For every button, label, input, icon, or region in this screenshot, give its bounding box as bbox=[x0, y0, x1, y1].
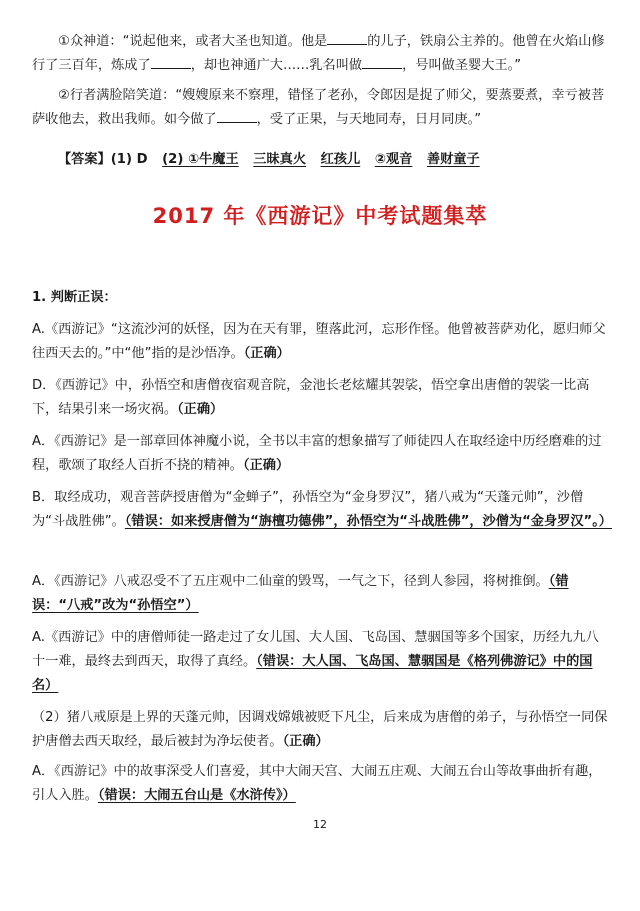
page-number: 12 bbox=[313, 818, 327, 831]
answer-mark: （正确） bbox=[243, 458, 290, 473]
question-item bbox=[32, 760, 612, 808]
question-item bbox=[32, 626, 612, 698]
text-segment: ②行者满脸陪笑道：“嫂嫂原来不察理，错怪了老孙，令郎因是捉了师父，要蒸要煮，幸亏被菩萨收他去，救出我师。如今做了 bbox=[32, 88, 605, 127]
answer-line bbox=[58, 148, 490, 167]
answer-item: 红孩儿 bbox=[320, 152, 361, 167]
text-segment: 的儿子，铁扇公主养的。他曾在火焰山修行了三百年，炼成了 bbox=[32, 34, 605, 73]
answer-mark: （正确） bbox=[243, 346, 290, 361]
question-item bbox=[32, 430, 612, 478]
answer-blank bbox=[217, 108, 257, 123]
text-segment: ，却也神通广大……乳名叫做 bbox=[190, 58, 363, 73]
page-title: 2017 年《西游记》中考试题集萃 bbox=[152, 204, 488, 228]
question-text: （2）猪八戒原是上界的天蓬元帅，因调戏嫦娥被贬下凡尘，后来成为唐僧的弟子，与孙悟空一同保护唐僧去西天取经，最后被封为净坛使者。 bbox=[32, 710, 608, 749]
answer-mark: （错误：如来授唐僧为“旃檀功德佛”，孙悟空为“斗战胜佛”，沙僧为“金身罗汉”。） bbox=[124, 514, 612, 529]
answer-label: 【答案】(1) D bbox=[58, 152, 148, 167]
question-item bbox=[32, 570, 612, 618]
answer-item: 三昧真火 bbox=[253, 152, 307, 167]
question-text: A.《西游记》中的唐僧师徒一路走过了女儿国、大人国、飞岛国、慧骃国等多个国家，历经九九八十一难，最终去到西天，取得了真经。 bbox=[32, 630, 599, 669]
answer-mark: （错误：“八戒”改为“孙悟空”） bbox=[32, 574, 569, 613]
question-text: A.《西游记》“这流沙河的妖怪，因为在天有罪，堕落此河，忘形作怪。他曾被菩萨劝化，愿归师父往西天去的。”中“他”指的是沙悟净。 bbox=[32, 322, 606, 361]
question-text: D．《西游记》中，孙悟空和唐僧夜宿观音院，金池长老炫耀其袈裟，悟空拿出唐僧的袈裟一比高下，结果引来一场灾祸。 bbox=[32, 378, 590, 417]
question-item bbox=[32, 318, 612, 366]
text-segment: ，号叫做圣婴大王。” bbox=[402, 58, 522, 73]
question-paragraph-2 bbox=[32, 84, 612, 132]
answer-mark: （正确） bbox=[282, 734, 329, 749]
answer-mark: （错误：大人国、飞岛国、慧骃国是《格列佛游记》中的国名） bbox=[32, 654, 593, 693]
question-item bbox=[32, 374, 612, 422]
answer-item: 善财童子 bbox=[426, 152, 480, 167]
answer-mark: （正确） bbox=[177, 402, 224, 417]
answer-blank bbox=[362, 54, 402, 69]
answer-item: ②观音 bbox=[374, 152, 413, 167]
question-paragraph-1 bbox=[32, 30, 612, 78]
question-text: A．《西游记》八戒忍受不了五庄观中二仙童的毁骂，一气之下，径到人参园，将树推倒。 bbox=[32, 574, 549, 589]
text-segment: ①众神道：“说起他来，或者大圣也知道。他是 bbox=[58, 34, 328, 49]
answer-item: (2) ①牛魔王 bbox=[162, 152, 239, 167]
section-heading: 1. 判断正误： bbox=[32, 290, 117, 305]
question-text: A．《西游记》是一部章回体神魔小说，全书以丰富的想象描写了师徒四人在取经途中历经磨难的过程，歌颂了取经人百折不挠的精神。 bbox=[32, 434, 602, 473]
answer-blank bbox=[151, 54, 191, 69]
question-item bbox=[32, 706, 612, 754]
question-text: B．取经成功，观音菩萨授唐僧为“金蝉子”，孙悟空为“金身罗汉”，猪八戒为“天蓬元帅”，沙僧为“斗战胜佛”。 bbox=[32, 490, 584, 529]
answer-mark: （错误：大闹五台山是《水浒传》） bbox=[97, 788, 296, 803]
question-item bbox=[32, 486, 612, 534]
answer-blank bbox=[327, 30, 367, 45]
question-text: A．《西游记》中的故事深受人们喜爱，其中大闹天宫、大闹五庄观、大闹五台山等故事曲折有趣，引人入胜。 bbox=[32, 764, 602, 803]
text-segment: ，受了正果，与天地同寿，日月同庚。” bbox=[256, 112, 482, 127]
